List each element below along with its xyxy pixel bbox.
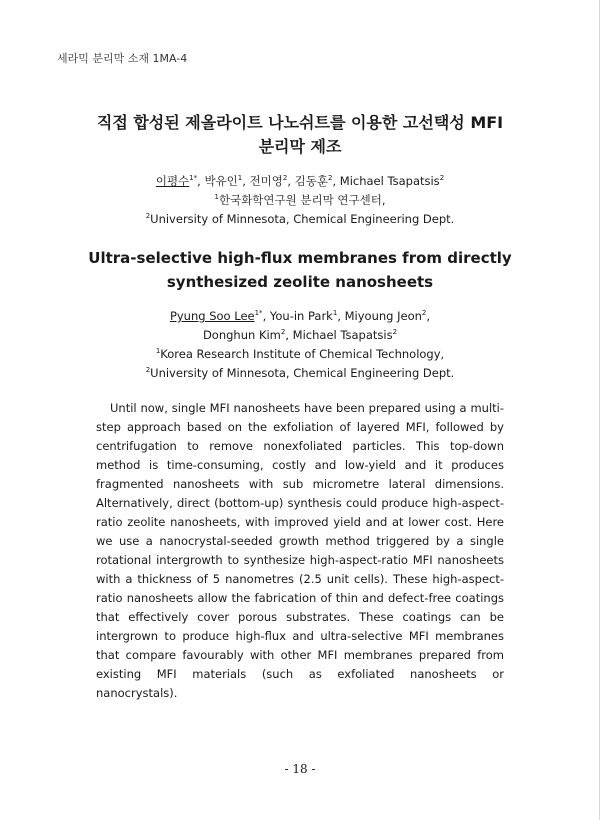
abstract-paragraph: Until now, single MFI nanosheets have been prepared using a multi-step approach based on the exfoliation of layered MFI, followed by centrifugation to remove nonexfoliated particles. This top-down method is time-consuming, costly and low-yield and it produces fragmented nanosheets with sub micrometre lateral dimensions. Alternatively, direct (bottom-up) synthesis could produce high-aspect-ratio zeolite nanosheets, with improved yield and at lower cost. Here we use a nanocrystal-seeded growth method triggered by a single rotational intergrowth to synthesize high-aspect-ratio MFI nanosheets with a thickness of 5 nanometres (2.5 unit cells). These high-aspect-ratio nanosheets allow the fabrication of thin and defect-free coatings that effectively cover porous substrates. These coatings can be intergrown to produce high-flux and ultra-selective MFI membranes that compare favourably with other MFI membranes prepared from existing MFI materials (such as exfoliated nanosheets or nanocrystals).	[96, 401, 504, 700]
korean-author-list: 이평수$^{1*}$, 박유인$^1$, 전미영$^2$, 김동훈$^2$, Michael Tsapatsis$^2$	[155, 174, 445, 188]
author-name: Miyoung Jeon	[344, 309, 422, 323]
english-author-block	[40, 307, 560, 383]
author-affiliation-mark: 1	[237, 174, 243, 183]
author-name: 박유인	[204, 174, 238, 188]
author-affiliation-mark: 2	[328, 174, 333, 183]
english-author-line: Pyung Soo Lee$^{1*}$, You-in Park$^1$, Miyoung Jeon$^2$,	[169, 309, 431, 323]
english-author-line: Donghun Kim$^2$, Michael Tsapatsis$^2$	[202, 328, 398, 342]
author-name: 이평수	[155, 174, 190, 188]
author-name: You-in Park	[269, 309, 333, 323]
author-name: Donghun Kim	[202, 328, 281, 342]
english-title-line: synthesized zeolite nanosheets	[166, 273, 434, 291]
author-affiliation-mark: 2	[392, 328, 398, 337]
english-title-line: Ultra-selective high-flux membranes from directly	[88, 249, 512, 267]
author-affiliation-mark: 2	[421, 309, 427, 318]
page-number: - 18 -	[284, 762, 316, 776]
author-name: 김동훈	[294, 174, 328, 188]
author-affiliation-mark: 1	[332, 309, 338, 318]
author-affiliation-mark: 2	[280, 328, 286, 337]
session-label: 세라믹 분리막 소재 1MA-4	[57, 52, 188, 65]
english-title	[60, 246, 540, 294]
author-affiliation-mark: 2	[282, 174, 288, 183]
author-name: 전미영	[249, 174, 283, 188]
author-name: Michael Tsapatsis	[292, 328, 393, 342]
korean-title-line: 분리막 제조	[258, 137, 342, 156]
korean-affiliation: $^2$University of Minnesota, Chemical Engineering Dept.	[145, 212, 455, 226]
korean-affiliation: $^1$한국화학연구원 분리막 연구센터,	[214, 193, 386, 207]
korean-title	[60, 111, 540, 159]
english-affiliation: $^2$University of Minnesota, Chemical Engineering Dept.	[145, 366, 455, 380]
author-affiliation-mark: 2	[439, 174, 445, 183]
author-name: Michael Tsapatsis	[339, 174, 440, 188]
author-affiliation-mark: 1*	[254, 309, 263, 318]
korean-title-line: 직접 합성된 제올라이트 나노쉬트를 이용한 고선택성 MFI	[96, 113, 504, 132]
english-affiliation: $^1$Korea Research Institute of Chemical Technology,	[155, 347, 445, 361]
korean-author-block	[40, 172, 560, 229]
author-name: Pyung Soo Lee	[169, 309, 255, 323]
author-affiliation-mark: 1*	[189, 174, 198, 183]
